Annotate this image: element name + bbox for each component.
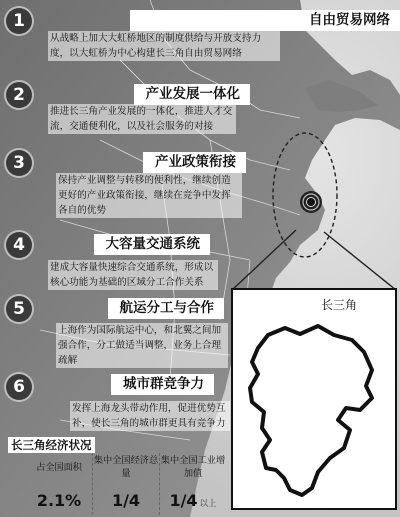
section-1-title: 自由贸易网络: [130, 10, 400, 31]
economic-stats-table: [26, 453, 226, 515]
target-marker-icon: [300, 191, 322, 213]
stat-economy-label: 集中全国经济总量: [93, 455, 159, 479]
stat-area-value: 2.1%: [36, 491, 82, 510]
section-2-text: 推进长三角产业发展的一体化，推进人才交流，交通便利化，以及社会服务的对接: [48, 104, 236, 134]
section-4-text: 建成大容量快速综合交通系统，形成以核心功能为基础的区域分工合作关系: [48, 260, 218, 290]
stat-industry-suffix: 以上: [199, 499, 217, 509]
stat-industry-value: 1/4: [169, 491, 198, 510]
inset-map-label: 长三角: [318, 296, 360, 313]
section-4-title: 大容量交通系统: [94, 234, 211, 255]
number-4-badge: 4: [6, 232, 32, 258]
stat-area-label: 占全国面积: [36, 461, 82, 473]
section-3-text: 保持产业调整与转移的便利性，继续创造更好的产业政策衔接，继续在竞争中发挥各自的优势: [56, 173, 242, 218]
stat-industry: [159, 453, 226, 515]
number-1-badge: 1: [6, 8, 32, 34]
stat-economy-value: 1/4: [111, 491, 141, 510]
section-6-title: 城市群竞争力: [111, 374, 214, 395]
section-5-text: 上海作为国际航运中心，和北翼之间加强合作，分工做适当调整，业务上合理疏解: [56, 323, 228, 368]
section-2-title: 产业发展一体化: [134, 84, 251, 105]
number-2-badge: 2: [6, 82, 32, 108]
section-6-text: 发挥上海龙头带动作用，促进优势互补，使长三角的城市群更具有竞争力: [70, 401, 230, 431]
number-3-badge: 3: [6, 150, 32, 176]
stats-title: 长三角经济状况: [8, 437, 95, 453]
number-5-badge: 5: [6, 296, 32, 322]
section-3-title: 产业政策衔接: [143, 152, 246, 173]
stat-area: [26, 453, 92, 515]
section-5-title: 航运分工与合作: [108, 298, 225, 319]
section-1-text: 从战略上加大大虹桥地区的制度供给与开放支持力度，以大虹桥为中心构建长三角自由贸易网络: [48, 31, 280, 61]
stat-industry-label: 集中全国工业增加值: [160, 455, 226, 479]
stat-economy: [92, 453, 159, 515]
number-6-badge: 6: [6, 374, 32, 400]
